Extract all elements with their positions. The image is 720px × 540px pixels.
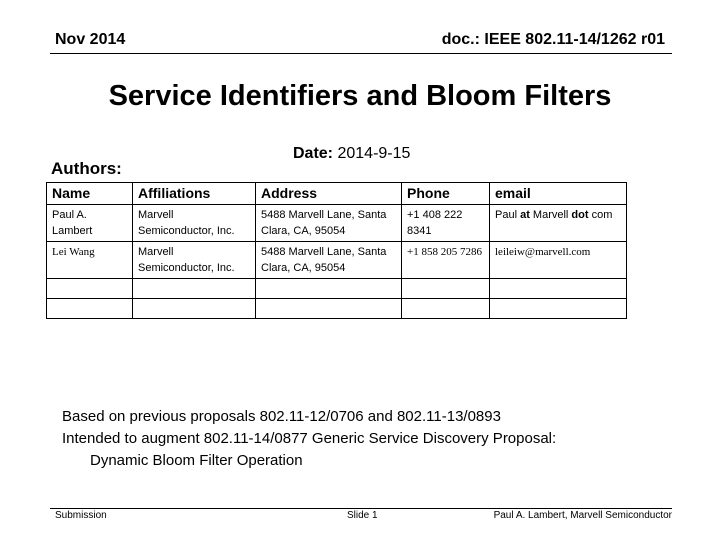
header-divider xyxy=(50,53,672,54)
author-address: 5488 Marvell Lane, Santa Clara, CA, 95054 xyxy=(256,205,402,242)
date-line xyxy=(293,145,410,163)
footer-author: Paul A. Lambert, Marvell Semiconductor xyxy=(493,510,672,521)
header-date: Nov 2014 xyxy=(55,31,126,48)
table-row xyxy=(47,242,627,279)
body-line-1: Based on previous proposals 802.11-12/0706 and 802.11-13/0893 xyxy=(62,408,501,425)
date-value: 2014-9-15 xyxy=(337,145,411,162)
header-doc-id: doc.: IEEE 802.11-14/1262 r01 xyxy=(441,31,665,48)
body-line-2-continued: Dynamic Bloom Filter Operation xyxy=(90,452,303,469)
slide-title: Service Identifiers and Bloom Filters xyxy=(108,80,612,112)
col-header-email: email xyxy=(490,183,627,205)
table-row-empty xyxy=(47,279,627,299)
col-header-affiliations: Affiliations xyxy=(133,183,256,205)
table-header-row xyxy=(47,183,627,205)
col-header-phone: Phone xyxy=(402,183,490,205)
author-address: 5488 Marvell Lane, Santa Clara, CA, 95054 xyxy=(256,242,402,279)
col-header-name: Name xyxy=(47,183,133,205)
table-row-empty xyxy=(47,299,627,319)
footer-slide-number: Slide 1 xyxy=(347,510,378,521)
body-text xyxy=(62,406,556,472)
author-name: Paul A. Lambert xyxy=(47,205,133,242)
footer-divider xyxy=(50,508,672,509)
col-header-address: Address xyxy=(256,183,402,205)
body-line-2: Intended to augment 802.11-14/0877 Generic Service Discovery Proposal: xyxy=(62,430,557,447)
author-affiliation: Marvell Semiconductor, Inc. xyxy=(133,205,256,242)
author-email: Paul at Marvell dot com xyxy=(490,205,627,242)
author-affiliation: Marvell Semiconductor, Inc. xyxy=(133,242,256,279)
author-phone: +1 408 222 8341 xyxy=(402,205,490,242)
author-email: leileiw@marvell.com xyxy=(490,242,627,279)
footer-submission: Submission xyxy=(55,510,107,521)
author-phone: +1 858 205 7286 xyxy=(402,242,490,279)
authors-label: Authors: xyxy=(51,159,122,178)
author-name: Lei Wang xyxy=(47,242,133,279)
date-label: Date: xyxy=(293,145,334,162)
authors-table xyxy=(46,182,627,319)
table-row xyxy=(47,205,627,242)
